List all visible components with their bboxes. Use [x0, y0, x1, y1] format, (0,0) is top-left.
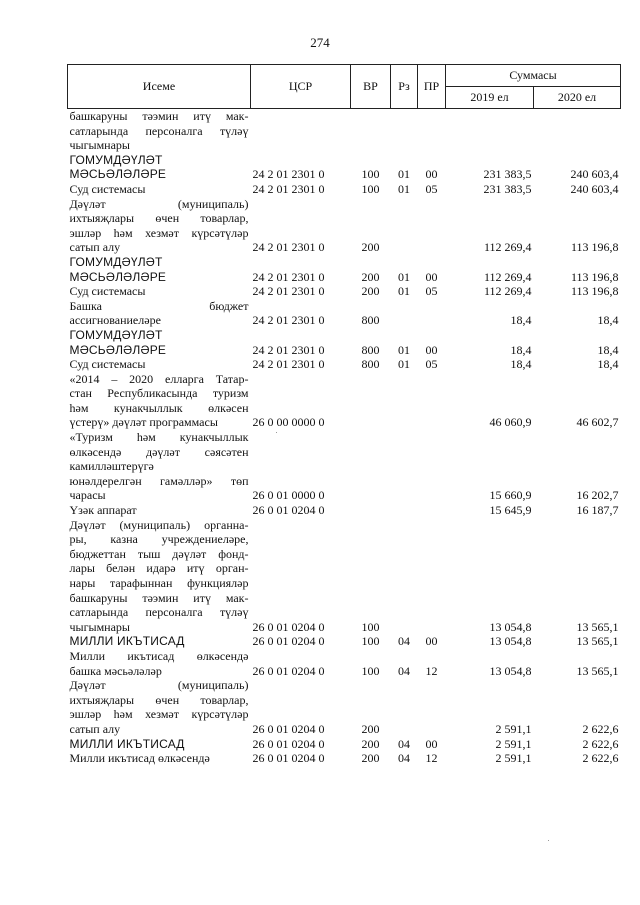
- scan-speck: [548, 840, 549, 841]
- row-csr: 26 0 01 0204 0: [252, 721, 325, 736]
- row-vr: 800: [361, 313, 380, 328]
- row-name-line: һәм кунакчыллык өлкәсен: [69, 400, 249, 415]
- row-pr: 05: [425, 181, 438, 196]
- row-csr: 26 0 01 0204 0: [252, 736, 325, 751]
- row-sum-2019: 231 383,5: [483, 181, 532, 196]
- row-rz: 01: [398, 167, 410, 182]
- row-name: [68, 109, 251, 153]
- table-row: [68, 503, 621, 518]
- row-name-line: юнәлдерелгән гамәлләр» төп: [69, 473, 249, 488]
- row-csr: 24 2 01 2301 0: [252, 313, 325, 328]
- row-name-line: башкаруны тәэмин итү мак-: [69, 590, 249, 605]
- row-name-line: эшләр һәм хезмәт күрсәтүләр: [69, 225, 249, 240]
- row-csr: 24 2 01 2301 0: [252, 240, 325, 255]
- row-name-line: чыгымнары: [69, 619, 130, 634]
- row-sum-2020: 46 602,7: [576, 415, 619, 430]
- row-name: [68, 634, 251, 649]
- row-sum-2019: 13 054,8: [489, 663, 532, 678]
- row-csr: 24 2 01 2301 0: [252, 357, 325, 372]
- row-csr: 26 0 01 0000 0: [252, 488, 325, 503]
- row-sum-2019: 15 660,9: [489, 488, 532, 503]
- row-name-line: сатларында персоналга түләү: [69, 605, 249, 620]
- row-name-line: МӘСЬӘЛӘЛӘРЕ: [69, 167, 167, 182]
- row-name-line: башкаруны тәэмин итү мак-: [69, 109, 249, 123]
- row-vr: 800: [361, 342, 380, 357]
- row-name-line: камилләштерүгә: [69, 459, 154, 474]
- row-name-line: МӘСЬӘЛӘЛӘРЕ: [69, 269, 167, 284]
- row-name: [68, 649, 251, 678]
- row-name-line: лары белән идарә итү орган-: [69, 561, 249, 576]
- row-csr: 26 0 01 0204 0: [252, 619, 325, 634]
- row-csr: 24 2 01 2301 0: [252, 342, 325, 357]
- row-csr: 24 2 01 2301 0: [252, 284, 325, 299]
- row-csr: 26 0 00 0000 0: [252, 415, 325, 430]
- row-vr: 200: [361, 736, 380, 751]
- row-sum-2019: 13 054,8: [489, 634, 532, 649]
- row-sum-2020: 113 196,8: [570, 240, 619, 255]
- row-name: [68, 328, 251, 357]
- table-body: [68, 109, 621, 766]
- table-row: [68, 328, 621, 357]
- row-rz: 04: [398, 634, 410, 649]
- row-pr: 00: [425, 634, 438, 649]
- row-name-line: стан Республикасында туризм: [69, 386, 249, 401]
- row-name: [68, 284, 251, 299]
- row-pr: [418, 430, 446, 503]
- row-vr: 100: [361, 181, 380, 196]
- row-rz: [391, 678, 418, 736]
- header-vr: ВР: [351, 65, 391, 109]
- row-sum-2020: 16 187,7: [576, 503, 619, 518]
- row-sum-2019: 231 383,5: [483, 167, 532, 182]
- row-name-line: үстерү» дәүләт программасы: [69, 415, 218, 430]
- row-sum-2020: 13 565,1: [576, 619, 619, 634]
- row-rz: 01: [398, 269, 410, 284]
- row-vr: 200: [361, 751, 380, 766]
- row-name-line: ГОМУМДӘҮЛӘТ: [69, 327, 163, 342]
- row-sum-2020: 16 202,7: [576, 488, 619, 503]
- row-rz: [391, 430, 418, 503]
- table-row: [68, 153, 621, 182]
- row-name-line: чарасы: [69, 488, 106, 503]
- row-pr: 05: [425, 284, 438, 299]
- row-pr: [418, 372, 446, 430]
- row-rz: [391, 372, 418, 430]
- row-name-line: сатып алу: [69, 240, 121, 255]
- row-name-line: МИЛЛИ ИКЪТИСАД: [69, 634, 185, 649]
- row-vr: 100: [361, 663, 380, 678]
- row-pr: [418, 678, 446, 736]
- row-name-line: ихтыяҗлары өчен товарлар,: [69, 211, 249, 226]
- row-vr: [351, 109, 391, 153]
- row-sum-2019: 18,4: [510, 313, 532, 328]
- row-rz: 04: [398, 751, 410, 766]
- row-rz: 01: [398, 181, 410, 196]
- header-year-2019: 2019 ел: [446, 87, 534, 109]
- row-sum-2019: 112 269,4: [483, 240, 532, 255]
- header-csr: ЦСР: [251, 65, 351, 109]
- row-name-line: чыгымнары: [69, 138, 130, 153]
- table-row: [68, 372, 621, 430]
- row-vr: 200: [361, 269, 380, 284]
- budget-table: [67, 64, 621, 766]
- row-sum-2020: 113 196,8: [570, 284, 619, 299]
- row-rz: [391, 197, 418, 255]
- row-rz: 01: [398, 342, 410, 357]
- row-name-line: Суд системасы: [69, 357, 146, 372]
- row-name-line: Суд системасы: [69, 181, 146, 196]
- row-sum-2020: 18,4: [597, 357, 619, 372]
- table-header: [68, 65, 621, 109]
- row-pr: 05: [425, 357, 438, 372]
- header-rz: Рз: [391, 65, 418, 109]
- row-sum-2020: 13 565,1: [576, 634, 619, 649]
- row-sum-2019: 2 591,1: [495, 751, 532, 766]
- row-csr: 26 0 01 0204 0: [252, 663, 325, 678]
- row-name-line: Милли икътисад өлкәсендә: [69, 648, 249, 663]
- table-row: [68, 634, 621, 649]
- table-row: [68, 255, 621, 284]
- row-sum-2019: [446, 109, 534, 153]
- row-sum-2019: 2 591,1: [495, 736, 532, 751]
- row-vr: [351, 503, 391, 518]
- row-name-line: «2014 – 2020 елларга Татар-: [69, 371, 249, 386]
- table-row: [68, 109, 621, 153]
- row-name: [68, 430, 251, 503]
- row-name-line: Суд системасы: [69, 284, 146, 299]
- row-sum-2020: 18,4: [597, 313, 619, 328]
- table-row: [68, 751, 621, 766]
- row-name: [68, 299, 251, 328]
- table-row: [68, 678, 621, 736]
- row-sum-2019: 18,4: [510, 342, 532, 357]
- row-sum-2019: 15 645,9: [489, 503, 532, 518]
- row-name: [68, 153, 251, 182]
- row-rz: 04: [398, 663, 410, 678]
- row-rz: 01: [398, 284, 410, 299]
- row-pr: 00: [425, 269, 438, 284]
- table-row: [68, 182, 621, 197]
- row-vr: [351, 372, 391, 430]
- row-rz: [391, 518, 418, 635]
- row-sum-2019: 2 591,1: [495, 721, 532, 736]
- row-name-line: Дәүләт (муниципаль) органна-: [69, 517, 249, 532]
- row-pr: 00: [425, 342, 438, 357]
- row-name-line: өлкәсендә дәүләт сәясәтен: [69, 444, 249, 459]
- row-pr: 12: [425, 751, 438, 766]
- row-name: [68, 503, 251, 518]
- header-name: Исеме: [68, 65, 251, 109]
- row-sum-2020: 240 603,4: [570, 167, 619, 182]
- table-row: [68, 357, 621, 372]
- row-pr: [418, 503, 446, 518]
- table-row: [68, 430, 621, 503]
- row-vr: 200: [361, 240, 380, 255]
- row-name: [68, 737, 251, 752]
- header-pr: ПР: [418, 65, 446, 109]
- row-name: [68, 518, 251, 635]
- row-sum-2019: 18,4: [510, 357, 532, 372]
- row-sum-2020: [534, 109, 621, 153]
- row-name-line: бюджеттан тыш дәүләт фонд-: [69, 546, 249, 561]
- row-name: [68, 751, 251, 766]
- row-name: [68, 357, 251, 372]
- table-row: [68, 649, 621, 678]
- row-sum-2020: 2 622,6: [582, 736, 619, 751]
- row-pr: [418, 109, 446, 153]
- table-row: [68, 518, 621, 635]
- row-pr: 00: [425, 736, 438, 751]
- row-sum-2020: 240 603,4: [570, 181, 619, 196]
- row-rz: [391, 503, 418, 518]
- row-rz: 04: [398, 736, 410, 751]
- row-pr: 00: [425, 167, 438, 182]
- row-sum-2019: 13 054,8: [489, 619, 532, 634]
- row-name-line: МӘСЬӘЛӘЛӘРЕ: [69, 342, 167, 357]
- row-name-line: «Туризм һәм кунакчыллык: [69, 430, 249, 445]
- row-name: [68, 182, 251, 197]
- row-csr: 26 0 01 0204 0: [252, 634, 325, 649]
- row-name-line: Дәүләт (муниципаль): [69, 196, 249, 211]
- row-pr: [418, 197, 446, 255]
- row-name: [68, 678, 251, 736]
- row-sum-2020: 113 196,8: [570, 269, 619, 284]
- row-name-line: МИЛЛИ ИКЪТИСАД: [69, 736, 185, 751]
- row-pr: [418, 518, 446, 635]
- row-csr: 24 2 01 2301 0: [252, 269, 325, 284]
- row-csr: 24 2 01 2301 0: [252, 167, 325, 182]
- row-csr: 26 0 01 0204 0: [252, 751, 325, 766]
- row-name-line: сатып алу: [69, 721, 121, 736]
- row-name-line: ры, казна учреждениеләре,: [69, 532, 249, 547]
- row-pr: [418, 299, 446, 328]
- row-name-line: эшләр һәм хезмәт күрсәтүләр: [69, 707, 249, 722]
- page-number: 274: [310, 35, 330, 50]
- row-name-line: Милли икътисад өлкәсендә: [69, 751, 210, 766]
- row-name-line: сатларында персоналга түләү: [69, 123, 249, 138]
- row-sum-2019: 112 269,4: [483, 269, 532, 284]
- row-vr: [351, 430, 391, 503]
- row-name-line: Дәүләт (муниципаль): [69, 678, 249, 693]
- table-row: [68, 284, 621, 299]
- row-rz: 01: [398, 357, 410, 372]
- scan-speck: [276, 432, 277, 433]
- row-rz: [391, 109, 418, 153]
- row-pr: 12: [425, 663, 438, 678]
- row-sum-2020: 2 622,6: [582, 721, 619, 736]
- row-name-line: ГОМУМДӘҮЛӘТ: [69, 152, 163, 167]
- row-csr: 26 0 01 0204 0: [252, 503, 325, 518]
- row-vr: 100: [361, 634, 380, 649]
- row-sum-2020: 18,4: [597, 342, 619, 357]
- row-vr: 800: [361, 357, 380, 372]
- row-name: [68, 197, 251, 255]
- row-name: [68, 255, 251, 284]
- row-name-line: ГОМУМДӘҮЛӘТ: [69, 254, 163, 269]
- row-rz: [391, 299, 418, 328]
- row-sum-2019: 112 269,4: [483, 284, 532, 299]
- row-vr: 200: [361, 284, 380, 299]
- row-name-line: башка мәсьәләләр: [69, 663, 162, 678]
- row-name-line: ассигнованиеләре: [69, 313, 161, 328]
- row-csr: [251, 109, 351, 153]
- row-name-line: нары тарафыннан функцияләр: [69, 576, 249, 590]
- row-vr: 200: [361, 721, 380, 736]
- row-name-line: Башка бюджет: [69, 298, 249, 313]
- row-name: [68, 372, 251, 430]
- row-sum-2019: 46 060,9: [489, 415, 532, 430]
- row-vr: 100: [361, 167, 380, 182]
- header-sums: Суммасы: [446, 65, 621, 87]
- row-sum-2020: 13 565,1: [576, 663, 619, 678]
- header-year-2020: 2020 ел: [534, 87, 621, 109]
- row-vr: 100: [361, 619, 380, 634]
- row-csr: 24 2 01 2301 0: [252, 181, 325, 196]
- row-name-line: Үзәк аппарат: [69, 503, 137, 518]
- row-sum-2020: 2 622,6: [582, 751, 619, 766]
- table-row: [68, 197, 621, 255]
- table-row: [68, 299, 621, 328]
- table-row: [68, 737, 621, 752]
- row-name-line: ихтыяҗлары өчен товарлар,: [69, 692, 249, 707]
